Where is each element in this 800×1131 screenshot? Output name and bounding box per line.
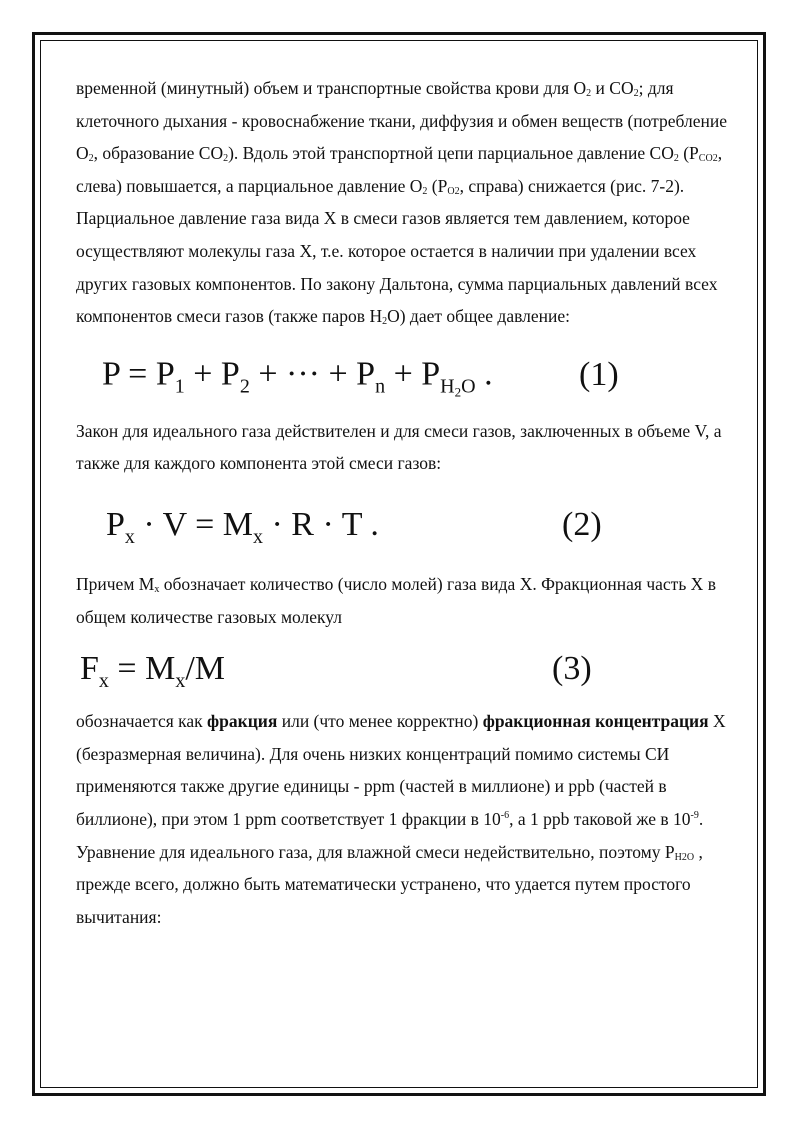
formula-number-1: (1) xyxy=(579,355,619,393)
formula-fraction xyxy=(76,633,736,705)
paragraph-moles: Причем $M_x$ обозначает количество (число молей) газа вида X. Фракционная часть X в общем количестве газовых молекул xyxy=(76,573,716,627)
formula-ideal-gas xyxy=(76,482,736,568)
formula-dalton xyxy=(76,335,736,415)
term-fraction: фракция xyxy=(207,711,278,732)
paragraph-ideal-gas: Закон для идеального газа действителен и для смеси газов, заключенных в объеме V, а также для каждого компонента этой смеси газов: xyxy=(76,420,722,474)
paragraph-fraction-definition: обозначается как фракция или (что менее корректно) фракционная концентрация X (безразмерная величина). Для очень низких концентраций помимо системы СИ применяются также другие единицы - ppm (частей в миллионе) и ppb (частей в биллионе), при этом 1 ppm соответствует 1 фракции в $10^{-6}$, а 1 ppb таковой же в $10^{-9}$. xyxy=(76,711,726,829)
paragraph-humid-mixture: Уравнение для идеального газа, для влажной смеси недействительно, поэтому $P_{H2O}$ , прежде всего, должно быть математически устранено, что удается путем простого вычитания: xyxy=(76,841,703,927)
term-fractional-concentration: фракционная концентрация xyxy=(482,711,709,732)
formula-ideal-gas-expression: $P_x \cdot V = M_x \cdot R \cdot T$ . xyxy=(106,505,379,548)
document-body xyxy=(76,72,736,933)
formula-number-2: (2) xyxy=(562,505,602,543)
paragraph-transport-chain: временной (минутный) объем и транспортные свойства крови для $O_2$ и $CO_2$; для клеточного дыхания - кровоснабжение ткани, диффузия и обмен веществ (потребление $O_2$, образование $CO_2$). Вдоль этой транспортной цепи парциальное давление $CO_2$ ($P_{CO2}$, слева) повышается, а парциальное давление $O_2$ ($P_{O2}$, справа) снижается (рис. 7-2). xyxy=(76,78,728,197)
paragraph-partial-pressure: Парциальное давление газа вида X в смеси газов является тем давлением, которое осуществляют молекулы газа X, т.е. которое остается в наличии при удалении всех других газовых компонентов. По закону Дальтона, сумма парциальных давлений всех компонентов смеси газов (также паров $H_2O$) дает общее давление: xyxy=(76,208,718,328)
formula-number-3: (3) xyxy=(552,650,592,688)
formula-fraction-expression: $F_x = M_x/M$ xyxy=(80,650,226,693)
formula-dalton-expression: $P = P_1 + P_2$ + ··· + $P_n + P_{H_2O}$ . xyxy=(102,355,493,400)
